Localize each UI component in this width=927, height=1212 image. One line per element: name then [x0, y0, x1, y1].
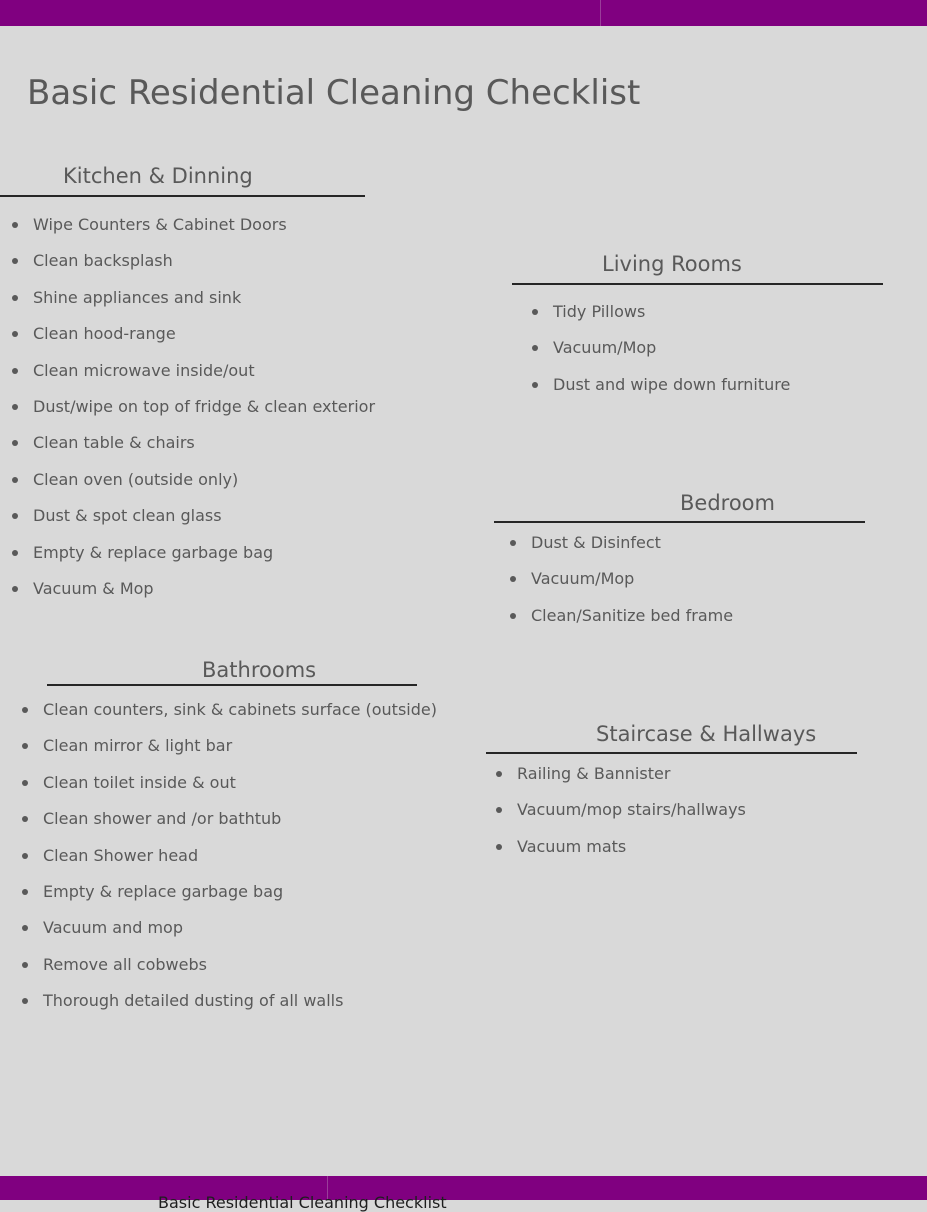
section-rule-staircase-hallways — [486, 752, 857, 754]
list-item-text: Vacuum/Mop — [553, 338, 657, 358]
list-item — [22, 808, 472, 844]
section-staircase-hallways — [486, 720, 857, 872]
bullet-icon — [12, 404, 18, 410]
list-item-text: Clean microwave inside/out — [33, 360, 255, 380]
bullet-icon — [510, 540, 516, 546]
list-item-text: Dust/wipe on top of fridge & clean exterior — [33, 396, 376, 416]
section-rule-bedroom — [494, 521, 865, 523]
section-living-rooms — [512, 250, 883, 410]
bullet-icon — [22, 853, 28, 859]
list-item — [22, 699, 472, 735]
bullet-icon — [496, 807, 502, 813]
list-item-text: Empty & replace garbage bag — [33, 542, 274, 562]
top-bar-divider — [600, 0, 601, 26]
bullet-icon — [12, 550, 18, 556]
list-item-text: Clean/Sanitize bed frame — [531, 605, 734, 625]
bullet-icon — [12, 331, 18, 337]
section-heading-living-rooms: Living Rooms — [602, 252, 742, 276]
list-item-text: Remove all cobwebs — [43, 954, 207, 974]
section-kitchen — [0, 162, 376, 614]
list-item — [496, 763, 857, 799]
list-item-text: Clean hood-range — [33, 324, 176, 344]
section-bathrooms — [22, 656, 472, 1027]
list-item — [532, 301, 883, 337]
bullet-icon — [22, 780, 28, 786]
list-item-text: Vacuum & Mop — [33, 578, 154, 598]
list-item — [532, 337, 883, 373]
list-item-text: Clean Shower head — [43, 845, 199, 865]
list-item-text: Clean shower and /or bathtub — [43, 809, 282, 829]
list-item — [22, 917, 472, 953]
list-item-text: Clean toilet inside & out — [43, 772, 236, 792]
task-list-staircase-hallways — [496, 763, 857, 872]
bottom-accent-bar — [0, 1176, 927, 1212]
top-accent-bar — [0, 0, 927, 26]
list-item — [12, 432, 365, 468]
list-item-text: Railing & Bannister — [517, 764, 671, 783]
list-item-text: Clean backsplash — [33, 251, 173, 271]
bullet-icon — [22, 962, 28, 968]
list-item — [12, 360, 365, 396]
list-item — [22, 954, 472, 990]
bullet-icon — [22, 889, 28, 895]
task-list-bedroom — [510, 532, 865, 641]
footer-title: Basic Residential Cleaning Checklist — [158, 1193, 447, 1212]
list-item-text: Thorough detailed dusting of all walls — [43, 991, 344, 1011]
list-item — [496, 799, 857, 835]
list-item-text: Clean oven (outside only) — [33, 469, 239, 489]
bullet-icon — [12, 368, 18, 374]
list-item-text: Dust & spot clean glass — [33, 506, 222, 526]
list-item-text: Wipe Counters & Cabinet Doors — [33, 215, 287, 234]
task-list-living-rooms — [532, 301, 883, 410]
list-item — [510, 532, 865, 568]
section-heading-bedroom: Bedroom — [680, 491, 775, 515]
list-item-text: Clean table & chairs — [33, 433, 195, 453]
bullet-icon — [532, 345, 538, 351]
list-item — [22, 772, 472, 808]
list-item-text: Shine appliances and sink — [33, 287, 242, 307]
list-item-text: Clean counters, sink & cabinets surface (outside) — [43, 700, 437, 719]
list-item — [12, 250, 365, 286]
bullet-icon — [532, 382, 538, 388]
bullet-icon — [496, 844, 502, 850]
page-title: Basic Residential Cleaning Checklist — [27, 73, 641, 113]
bullet-icon — [22, 707, 28, 713]
list-item-text: Dust & Disinfect — [531, 533, 661, 552]
bullet-icon — [510, 613, 516, 619]
list-item-text: Tidy Pillows — [553, 302, 646, 321]
list-item — [12, 542, 365, 578]
bullet-icon — [12, 586, 18, 592]
list-item — [22, 990, 472, 1026]
bullet-icon — [532, 309, 538, 315]
section-bedroom — [494, 489, 865, 641]
bullet-icon — [22, 925, 28, 931]
list-item-text: Clean mirror & light bar — [43, 736, 233, 756]
bullet-icon — [22, 816, 28, 822]
bullet-icon — [12, 258, 18, 264]
bullet-icon — [12, 440, 18, 446]
section-heading-staircase-hallways: Staircase & Hallways — [596, 722, 817, 746]
list-item-text: Vacuum and mop — [43, 918, 183, 938]
list-item — [510, 605, 865, 641]
task-list-kitchen — [12, 214, 376, 614]
list-item-text: Dust and wipe down furniture — [553, 374, 791, 394]
bullet-icon — [12, 513, 18, 519]
list-item — [12, 469, 365, 505]
list-item — [532, 374, 883, 410]
list-item — [22, 735, 472, 771]
list-item-text: Vacuum/Mop — [531, 569, 635, 589]
list-item — [22, 845, 472, 881]
list-item — [510, 568, 865, 604]
section-rule-bathrooms — [47, 684, 417, 686]
list-item — [12, 214, 365, 250]
bullet-icon — [22, 998, 28, 1004]
bullet-icon — [12, 477, 18, 483]
bullet-icon — [22, 743, 28, 749]
bullet-icon — [12, 222, 18, 228]
list-item-text: Vacuum mats — [517, 836, 627, 856]
list-item — [12, 323, 365, 359]
bullet-icon — [510, 576, 516, 582]
bullet-icon — [496, 771, 502, 777]
section-heading-kitchen: Kitchen & Dinning — [63, 164, 253, 188]
section-rule-living-rooms — [512, 283, 883, 285]
list-item — [12, 396, 376, 432]
list-item-text: Empty & replace garbage bag — [43, 881, 284, 901]
bullet-icon — [12, 295, 18, 301]
list-item — [12, 287, 365, 323]
list-item — [22, 881, 472, 917]
list-item — [12, 578, 365, 614]
task-list-bathrooms — [22, 699, 472, 1027]
section-rule-kitchen — [0, 195, 365, 197]
section-heading-bathrooms: Bathrooms — [202, 658, 317, 682]
list-item-text: Vacuum/mop stairs/hallways — [517, 800, 746, 820]
list-item — [12, 505, 365, 541]
list-item — [496, 836, 857, 872]
